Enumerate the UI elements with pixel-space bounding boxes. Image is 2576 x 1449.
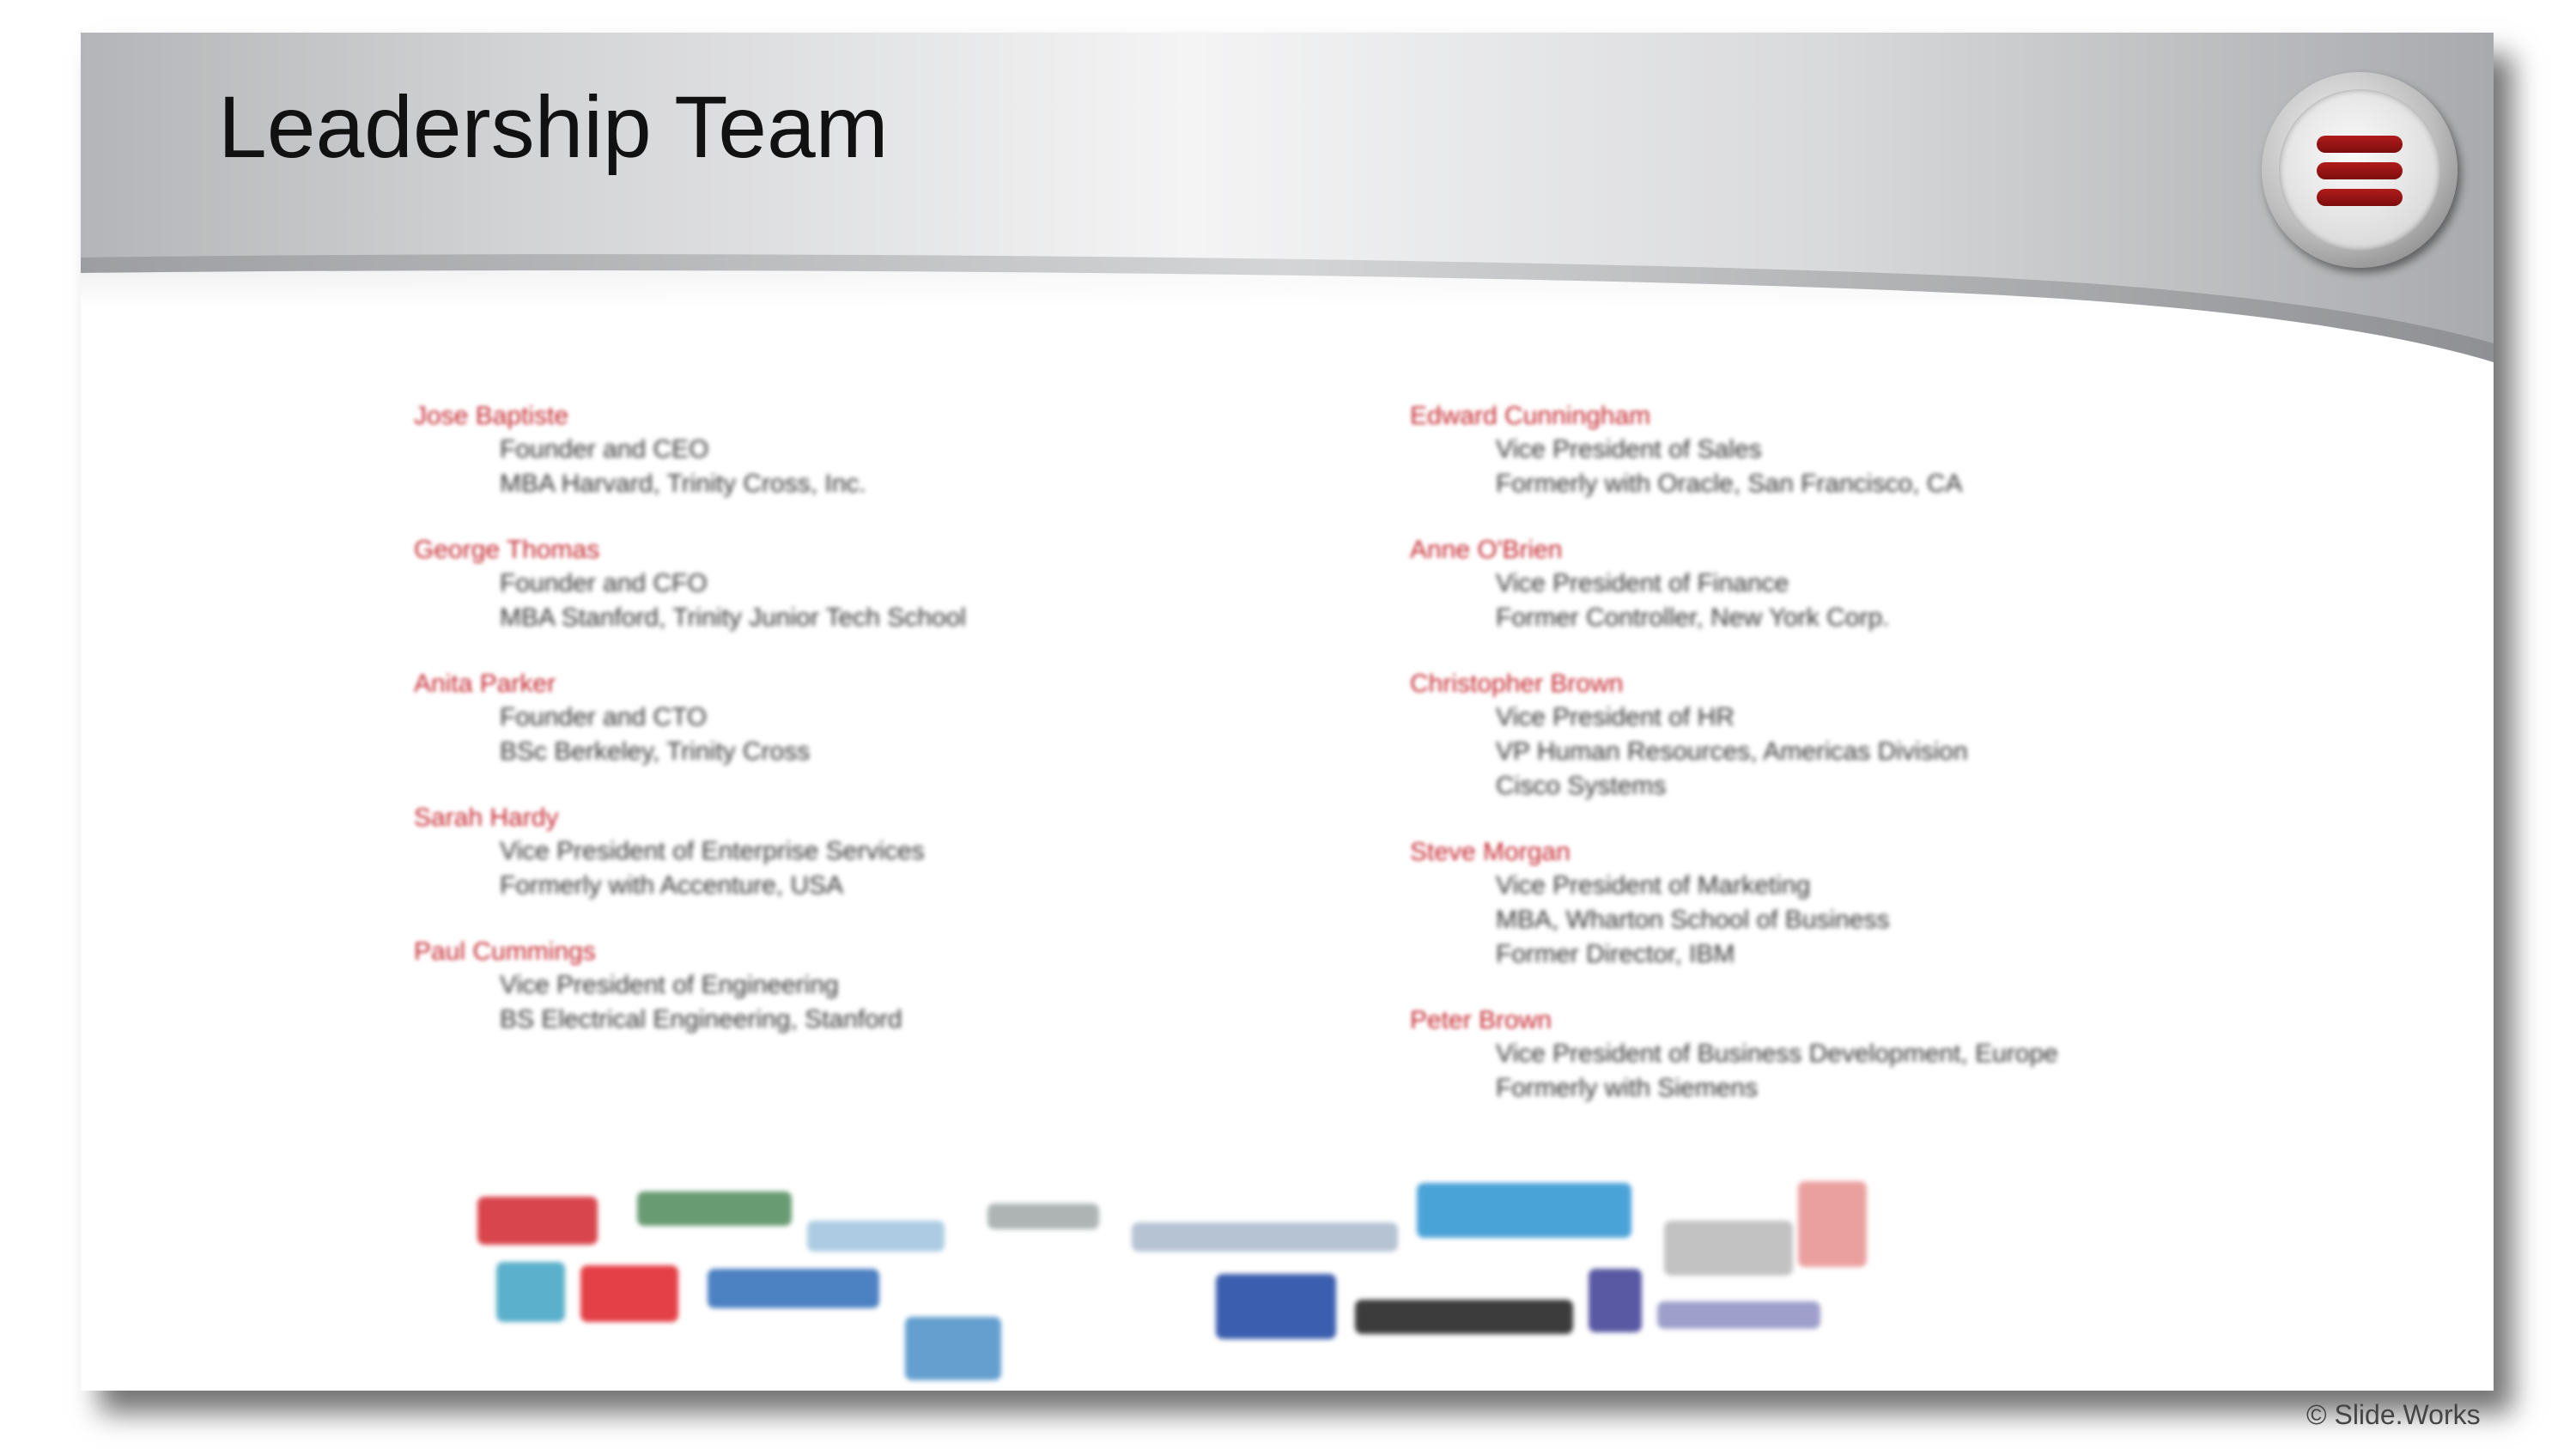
member-role: BS Electrical Engineering, Stanford	[500, 1005, 902, 1034]
gray-logo-1	[987, 1203, 1099, 1229]
sky-blue-logo	[1417, 1183, 1631, 1238]
member-role: MBA Harvard, Trinity Cross, Inc.	[500, 470, 866, 498]
member-name: Anita Parker	[414, 670, 556, 698]
steel-blue-logo	[1132, 1222, 1398, 1252]
red-logo-2	[580, 1265, 678, 1322]
member-role: Founder and CEO	[500, 435, 709, 464]
member-role: Former Controller, New York Corp.	[1496, 603, 1890, 632]
member-name: Jose Baptiste	[414, 402, 569, 430]
blue-logo-1	[708, 1269, 879, 1308]
member-role: Vice President of Sales	[1496, 435, 1762, 464]
member-role: Founder and CFO	[500, 569, 708, 597]
member-role: Formerly with Siemens	[1496, 1074, 1759, 1102]
member-role: Formerly with Accenture, USA	[500, 871, 844, 900]
member-name: Peter Brown	[1410, 1006, 1552, 1034]
member-role: Vice President of Enterprise Services	[500, 837, 925, 865]
member-name: Paul Cummings	[414, 937, 596, 966]
indigo-logo	[1589, 1269, 1642, 1332]
member-role: BSc Berkeley, Trinity Cross	[500, 737, 811, 766]
member-role: Vice President of Finance	[1496, 569, 1789, 597]
member-role: MBA, Wharton School of Business	[1496, 906, 1890, 934]
member-name: Christopher Brown	[1410, 670, 1624, 698]
member-role: Vice President of HR	[1496, 703, 1735, 731]
slide-title: Leadership Team	[218, 78, 889, 176]
slide	[81, 33, 2494, 1391]
pink-logo	[1798, 1181, 1867, 1267]
member-role: Founder and CTO	[500, 703, 708, 731]
black-logo	[1355, 1300, 1573, 1334]
green-logo	[637, 1191, 792, 1226]
navy-logo	[1216, 1274, 1336, 1339]
member-role: Vice President of Marketing	[1496, 871, 1811, 900]
member-role: Vice President of Engineering	[500, 971, 839, 999]
member-role: Cisco Systems	[1496, 772, 1667, 800]
copyright-footer: © Slide.Works	[2306, 1399, 2481, 1430]
member-name: Sarah Hardy	[414, 803, 559, 832]
member-role: VP Human Resources, Americas Division	[1496, 737, 1968, 766]
member-role: MBA Stanford, Trinity Junior Tech School	[500, 603, 967, 632]
gray-logo-2	[1664, 1221, 1793, 1276]
teal-logo	[496, 1262, 565, 1322]
member-role: Vice President of Business Development, Europe	[1496, 1040, 2058, 1068]
member-role: Formerly with Oracle, San Francisco, CA	[1496, 470, 1963, 498]
member-name: Anne O'Brien	[1410, 536, 1563, 564]
lavender-logo	[1657, 1301, 1820, 1329]
red-logo-1	[477, 1197, 598, 1245]
member-name: Edward Cunningham	[1410, 402, 1651, 430]
member-role: Former Director, IBM	[1496, 940, 1735, 968]
member-name: Steve Morgan	[1410, 838, 1571, 866]
light-blue-logo-1	[807, 1221, 945, 1252]
member-name: George Thomas	[414, 536, 600, 564]
partner-logos	[81, 33, 2494, 1391]
blue-logo-2	[905, 1317, 1001, 1380]
